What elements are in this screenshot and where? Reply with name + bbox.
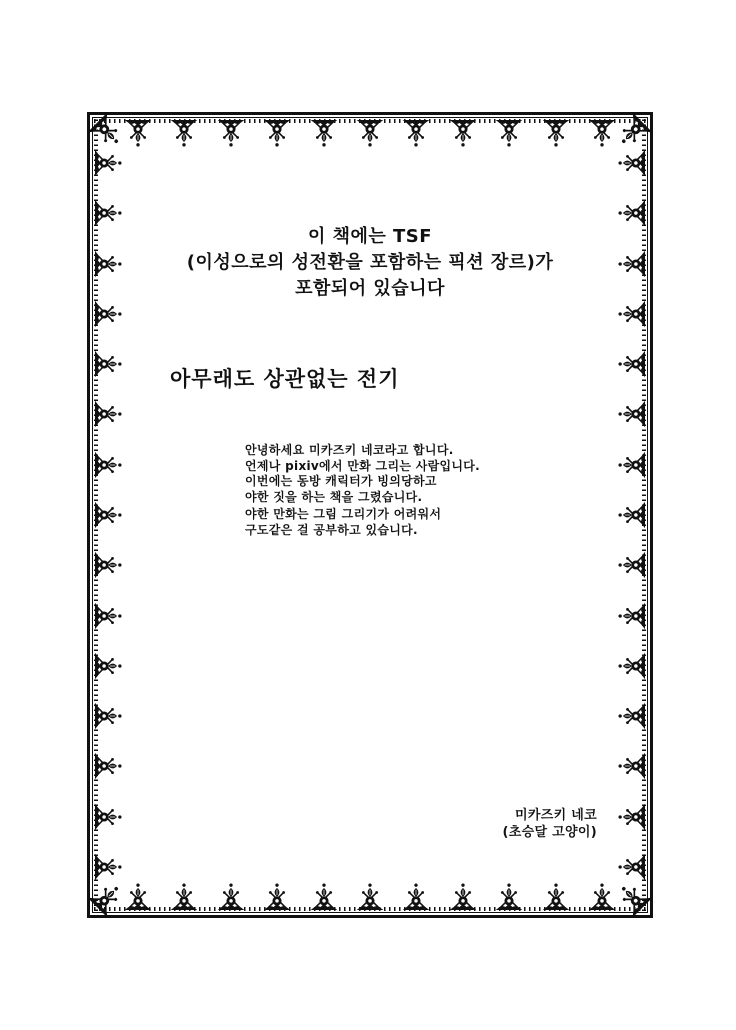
signature-name: 미카즈키 네코 (515, 808, 597, 823)
floral-damask-ornament-icon (95, 350, 123, 378)
floral-damask-ornament-icon (95, 803, 123, 831)
floral-damask-ornament-icon (449, 882, 477, 910)
border-corner-ornament-top-right (617, 118, 647, 148)
floral-damask-ornament-icon (87, 876, 129, 918)
floral-damask-ornament-icon (170, 882, 198, 910)
signature-alias: (초승달 고양이) (502, 825, 597, 840)
floral-damask-ornament-icon (542, 882, 570, 910)
floral-damask-ornament-icon (542, 120, 570, 148)
floral-damask-ornament-icon (170, 120, 198, 148)
floral-damask-ornament-icon (617, 602, 645, 630)
floral-damask-ornament-icon (263, 882, 291, 910)
floral-damask-ornament-icon (95, 752, 123, 780)
floral-damask-ornament-icon (617, 350, 645, 378)
floral-damask-ornament-icon (95, 300, 123, 328)
foreword-heading: 아무래도 상관없는 전기 (170, 367, 400, 391)
floral-damask-ornament-icon (495, 882, 523, 910)
floral-damask-ornament-icon (310, 882, 338, 910)
floral-damask-ornament-icon (263, 120, 291, 148)
notice-line: 포함되어 있습니다 (295, 278, 445, 299)
floral-damask-ornament-icon (310, 120, 338, 148)
floral-damask-ornament-icon (617, 803, 645, 831)
floral-damask-ornament-icon (356, 882, 384, 910)
floral-damask-ornament-icon (617, 551, 645, 579)
floral-damask-ornament-icon (617, 501, 645, 529)
floral-damask-ornament-icon (95, 652, 123, 680)
notice-line: (이성으로의 성전환을 포함하는 픽션 장르)가 (186, 252, 554, 273)
floral-damask-ornament-icon (617, 300, 645, 328)
floral-damask-ornament-icon (95, 400, 123, 428)
floral-damask-ornament-icon (611, 876, 653, 918)
floral-damask-ornament-icon (95, 702, 123, 730)
border-corner-ornament-bottom-left (93, 882, 123, 912)
intro-line: 언제나 pixiv에서 만화 그리는 사람입니다. (245, 458, 481, 473)
floral-damask-ornament-icon (617, 752, 645, 780)
intro-line: 야한 짓을 하는 책을 그렸습니다. (245, 489, 423, 504)
intro-line: 안녕하세요 미카즈키 네코라고 합니다. (245, 443, 454, 457)
floral-damask-ornament-icon (617, 400, 645, 428)
floral-damask-ornament-icon (95, 501, 123, 529)
content-warning-notice (87, 224, 653, 302)
floral-damask-ornament-icon (402, 120, 430, 148)
author-signature (503, 807, 597, 841)
border-motif-row-bottom (124, 880, 616, 910)
floral-damask-ornament-icon (449, 120, 477, 148)
floral-damask-ornament-icon (217, 882, 245, 910)
intro-line: 이번에는 동방 캐릭터가 빙의당하고 (245, 474, 437, 488)
floral-damask-ornament-icon (356, 120, 384, 148)
border-corner-ornament-top-left (93, 118, 123, 148)
floral-damask-ornament-icon (217, 120, 245, 148)
note-line: 구도같은 걸 공부하고 있습니다. (245, 522, 418, 537)
floral-damask-ornament-icon (95, 602, 123, 630)
floral-damask-ornament-icon (495, 120, 523, 148)
border-corner-ornament-bottom-right (617, 882, 647, 912)
floral-damask-ornament-icon (87, 112, 129, 154)
border-motif-row-top (124, 120, 616, 150)
author-intro-paragraph (245, 443, 480, 505)
author-note-paragraph (245, 507, 441, 538)
floral-damask-ornament-icon (617, 652, 645, 680)
floral-damask-ornament-icon (617, 451, 645, 479)
floral-damask-ornament-icon (617, 702, 645, 730)
floral-damask-ornament-icon (402, 882, 430, 910)
floral-damask-ornament-icon (95, 551, 123, 579)
floral-damask-ornament-icon (95, 451, 123, 479)
floral-damask-ornament-icon (611, 112, 653, 154)
note-line: 야한 만화는 그림 그리기가 어려워서 (245, 507, 442, 521)
notice-line: 이 책에는 TSF (307, 226, 433, 247)
